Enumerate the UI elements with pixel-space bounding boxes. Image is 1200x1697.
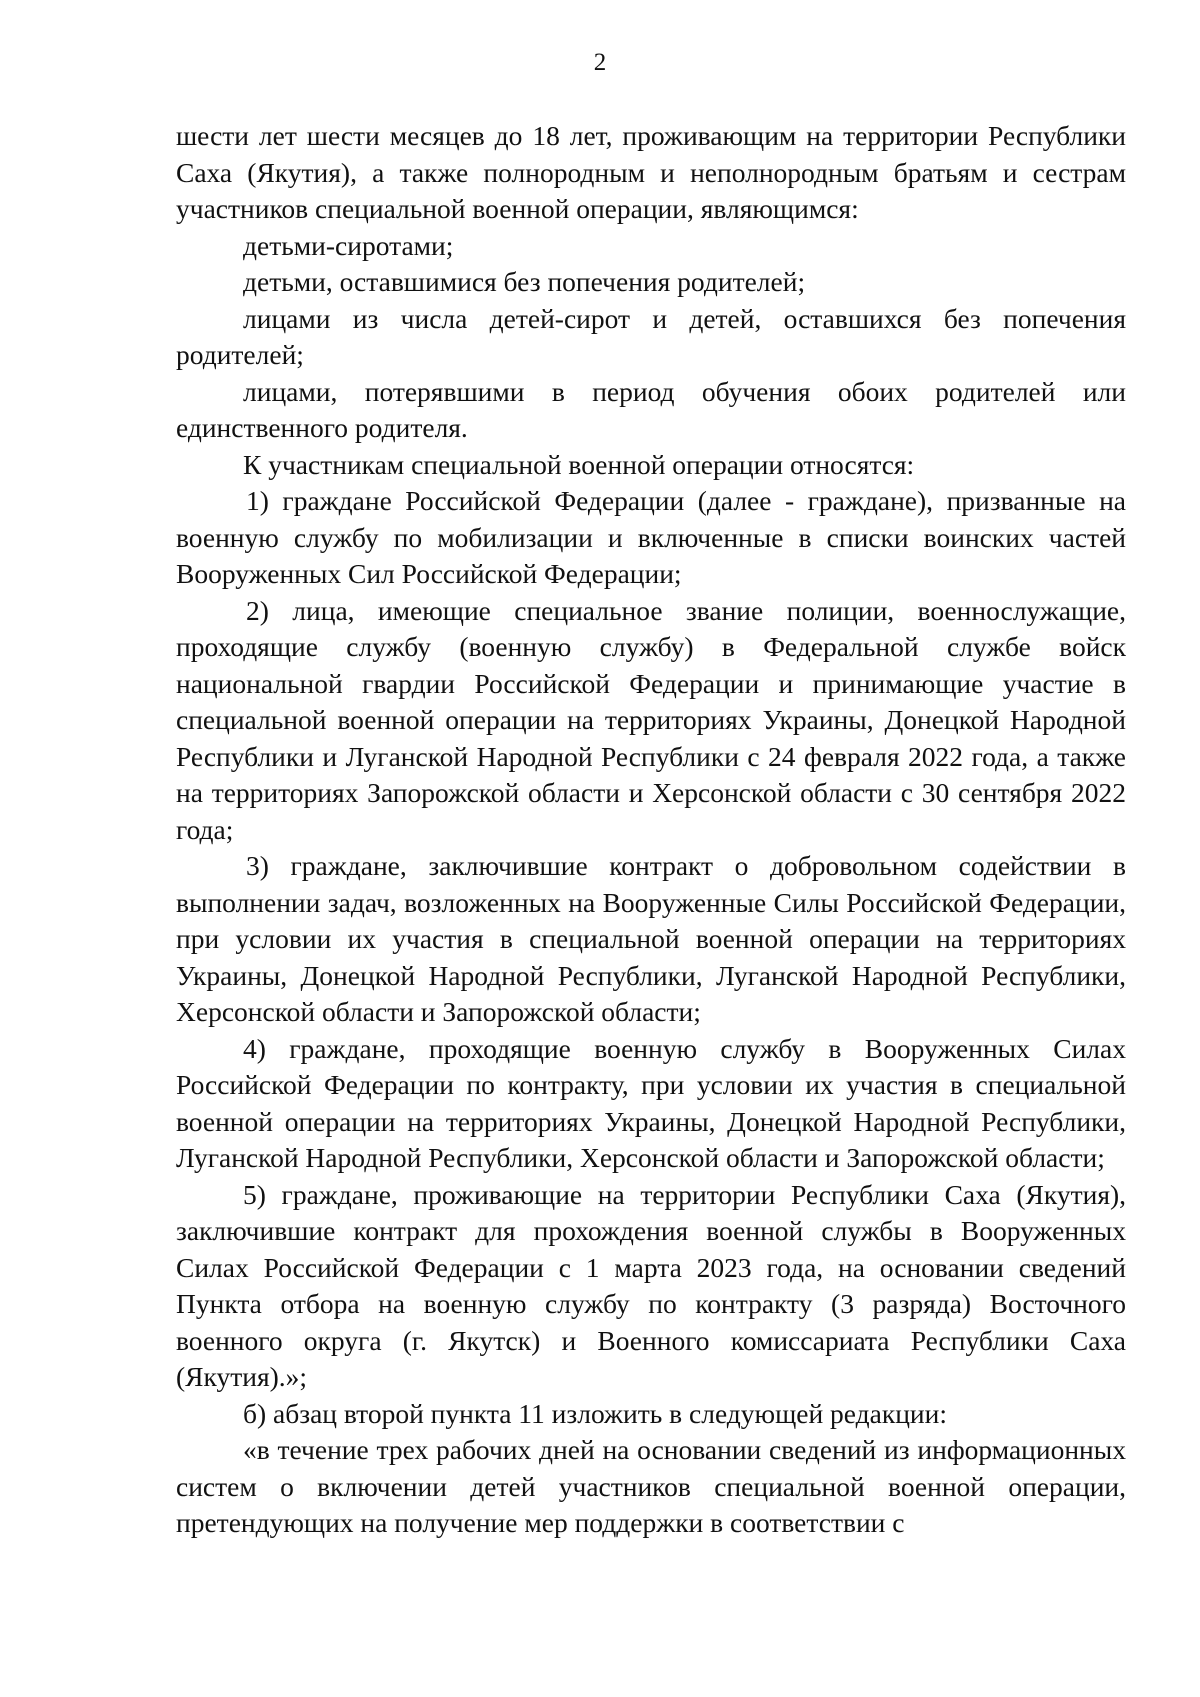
paragraph-participants-intro: К участникам специальной военной операции относятся:: [243, 448, 915, 480]
paragraph-new-wording: «в течение трех рабочих дней на основании сведений из информационных систем о включении детей участников специальной военной операции, претендующих на получение мер поддержки в соответствии с: [176, 1434, 1126, 1538]
paragraph-continuation: шести лет шести месяцев до 18 лет, проживающим на территории Республики Саха (Якутия), а также полнородным и неполнородным братьям и сестрам участников специальной военной операции, являющимся:: [176, 120, 1126, 224]
list-item-1: 1) граждане Российской Федерации (далее - граждане), призванные на военную службу по мобилизации и включенные в списки воинских частей Вооруженных Сил Российской Федерации;: [176, 485, 1126, 589]
page-number: 2: [593, 49, 607, 76]
paragraph-amendment-b: б) абзац второй пункта 11 изложить в следующей редакции:: [243, 1397, 948, 1429]
list-item-without-care: детьми, оставшимися без попечения родителей;: [243, 266, 806, 297]
list-item-5: 5) граждане, проживающие на территории Республики Саха (Якутия), заключившие контракт для прохождения военной службы в Вооруженных Силах Российской Федерации с 1 марта 2023 года, на основании сведений Пункта отбора на военную службу по контракту (3 разряда) Восточного военного округа (г. Якутск) и Военного комиссариата Республики Саха (Якутия).»;: [176, 1178, 1126, 1392]
list-item-4: 4) граждане, проходящие военную службу в Вооруженных Силах Российской Федерации по контракту, при условии их участия в специальной военной операции на территориях Украины, Донецкой Народной Республики, Луганской Народной Республики, Херсонской области и Запорожской области;: [176, 1032, 1126, 1173]
document-body: [176, 118, 1126, 1542]
list-item-2: 2) лица, имеющие специальное звание полиции, военнослужащие, проходящие службу (военную службу) в Федеральной службе войск национальной гвардии Российской Федерации и принимающие участие в специальной военной операции на территориях Украины, Донецкой Народной Республики и Луганской Народной Республики с 24 февраля 2022 года, а также на территориях Запорожской области и Херсонской области с 30 сентября 2022 года;: [176, 594, 1126, 845]
list-item-from-orphans: лицами из числа детей-сирот и детей, оставшихся без попечения родителей;: [176, 302, 1126, 370]
list-item-orphans: детьми-сиротами;: [243, 229, 454, 261]
list-item-3: 3) граждане, заключившие контракт о добровольном содействии в выполнении задач, возложенных на Вооруженные Силы Российской Федерации, при условии их участия в специальной военной операции на территориях Украины, Донецкой Народной Республики, Луганской Народной Республики, Херсонской области и Запорожской области;: [176, 850, 1126, 1027]
list-item-lost-parents: лицами, потерявшими в период обучения обоих родителей или единственного родителя.: [176, 375, 1126, 443]
